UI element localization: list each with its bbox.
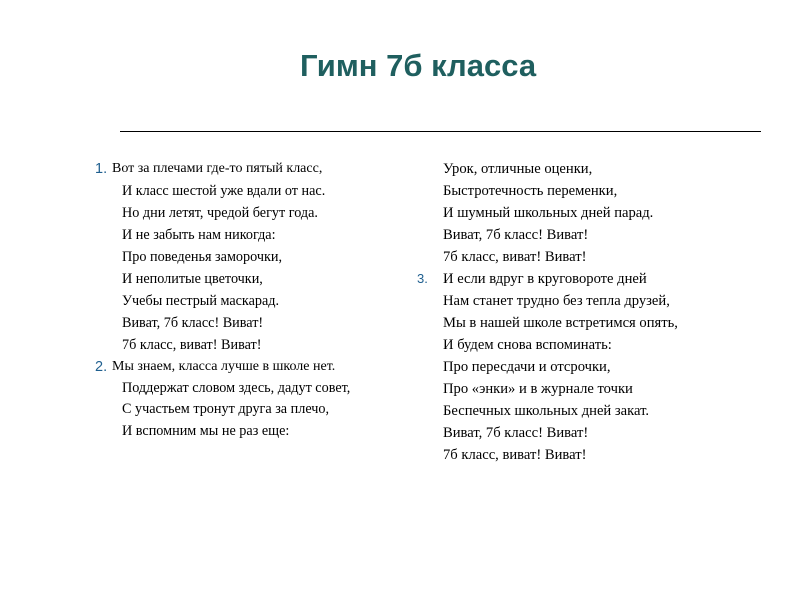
verse-line: И будем снова вспоминать: bbox=[443, 337, 612, 353]
verse-line: И шумный школьных дней парад. bbox=[443, 205, 654, 221]
verse-line: 7б класс, виват! Виват! bbox=[122, 337, 262, 353]
verse-line: 7б класс, виват! Виват! bbox=[443, 447, 587, 463]
verse-line: Беспечных школьных дней закат. bbox=[443, 403, 650, 419]
verse-line: Поддержат словом здесь, дадут совет, bbox=[122, 380, 351, 396]
verse-line: И вспомним мы не раз еще: bbox=[122, 423, 290, 439]
verse-number: 1. bbox=[95, 161, 108, 177]
verse-line: Про пересдачи и отсрочки, bbox=[443, 359, 611, 375]
verse-line: Виват, 7б класс! Виват! bbox=[443, 227, 589, 243]
verse-line: Урок, отличные оценки, bbox=[443, 161, 593, 177]
left-column bbox=[95, 161, 395, 445]
verse-line: 7б класс, виват! Виват! bbox=[443, 249, 587, 265]
verse-line: Виват, 7б класс! Виват! bbox=[443, 425, 589, 441]
verse-line: И не забыть нам никогда: bbox=[122, 227, 276, 243]
page-title: Гимн 7б класса bbox=[300, 48, 537, 83]
verse-line: 2. Мы знаем, класса лучше в школе нет. bbox=[95, 359, 336, 375]
verse-line: Но дни летят, чредой бегут года. bbox=[122, 205, 318, 221]
verse-line: Быстротечность переменки, bbox=[443, 183, 618, 199]
verse-line: 3. И если вдруг в круговороте дней bbox=[417, 271, 647, 287]
verse-line: Про поведенья заморочки, bbox=[122, 249, 283, 265]
verse-line: Про «энки» и в журнале точки bbox=[443, 381, 633, 397]
verse-number: 2. bbox=[95, 359, 108, 375]
verse-line: Виват, 7б класс! Виват! bbox=[122, 315, 264, 331]
verse-line: С участьем тронут друга за плечо, bbox=[122, 401, 330, 417]
verse-number: 3. bbox=[417, 271, 428, 286]
verse-line: И класс шестой уже вдали от нас. bbox=[122, 183, 326, 199]
verse-line: Учебы пестрый маскарад. bbox=[122, 293, 280, 309]
verse-line: 1. Вот за плечами где-то пятый класс, bbox=[95, 161, 323, 177]
title-divider bbox=[120, 131, 761, 132]
verse-line: И неполитые цветочки, bbox=[122, 271, 263, 287]
verse-line: Нам станет трудно без тепла друзей, bbox=[443, 293, 670, 309]
right-column bbox=[413, 161, 713, 469]
verse-line: Мы в нашей школе встретимся опять, bbox=[443, 315, 678, 331]
